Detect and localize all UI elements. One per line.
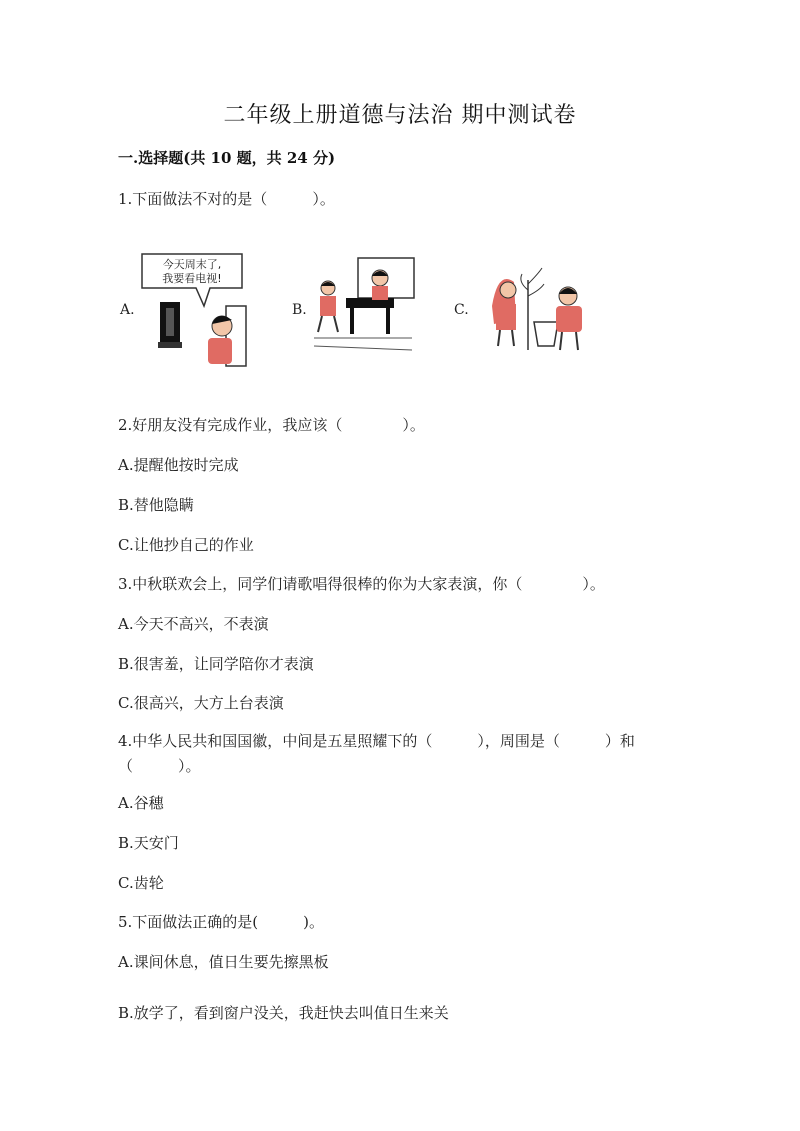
q1-option-c-label: C. bbox=[454, 302, 469, 318]
question-3-stem: 3.中秋联欢会上，同学们请歌唱得很棒的你为大家表演，你（ ）。 bbox=[118, 575, 605, 593]
q1-option-a-label: A. bbox=[120, 302, 135, 318]
q1-option-b-label: B. bbox=[292, 302, 307, 318]
classroom-desk-illustration bbox=[312, 254, 416, 358]
q3-option-a: A.今天不高兴，不表演 bbox=[118, 615, 269, 633]
q3-option-c: C.很高兴，大方上台表演 bbox=[118, 694, 284, 712]
question-4-stem: 4.中华人民共和国国徽，中间是五星照耀下的（ ），周围是（ ）和（ ）。 bbox=[118, 732, 635, 775]
q3-option-b: B.很害羞，让同学陪你才表演 bbox=[118, 655, 314, 673]
q2-option-a: A.提醒他按时完成 bbox=[118, 456, 239, 474]
tv-boy-illustration bbox=[138, 250, 250, 370]
q2-option-c: C.让他抄自己的作业 bbox=[118, 536, 254, 554]
question-5-stem: 5.下面做法正确的是( )。 bbox=[118, 913, 325, 931]
page-title: 二年级上册道德与法治 期中测试卷 bbox=[223, 103, 577, 128]
q5-option-a: A.课间休息，值日生要先擦黑板 bbox=[118, 953, 329, 971]
bubble-line-1: 今天周末了, bbox=[162, 258, 222, 271]
q2-option-b: B.替他隐瞒 bbox=[118, 496, 194, 514]
section-heading: 一.选择题(共 10 题，共 24 分) bbox=[118, 149, 336, 167]
tree-planting-illustration bbox=[488, 260, 592, 356]
q4-option-c: C.齿轮 bbox=[118, 874, 164, 892]
question-1-stem: 1.下面做法不对的是（ ）。 bbox=[118, 190, 335, 208]
q5-option-b: B.放学了，看到窗户没关，我赶快去叫值日生来关 bbox=[118, 1004, 449, 1022]
q4-option-b: B.天安门 bbox=[118, 834, 179, 852]
question-2-stem: 2.好朋友没有完成作业，我应该（ ）。 bbox=[118, 416, 425, 434]
q4-option-a: A.谷穗 bbox=[118, 794, 164, 812]
bubble-line-2: 我要看电视! bbox=[162, 272, 222, 285]
